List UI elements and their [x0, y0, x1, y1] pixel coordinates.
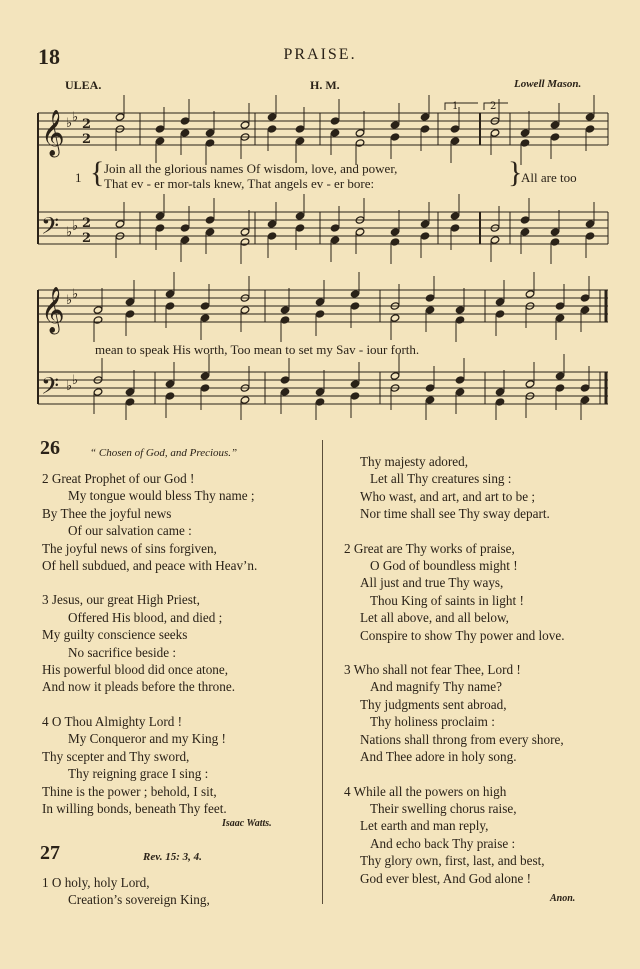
notehead [280, 388, 290, 396]
verse-line: And now it pleads before the throne. [42, 679, 235, 695]
hymn-27-number: 27 [40, 842, 60, 864]
verse-line: Thou King of saints in light ! [370, 592, 524, 608]
notehead [125, 398, 135, 406]
notehead [93, 316, 103, 324]
verse-line: Of hell subdued, and peace with Heav’n. [42, 558, 258, 574]
svg-text:♭: ♭ [72, 287, 79, 302]
verse-line: Thy reigning grace I sing : [68, 766, 209, 782]
verse-line: In willing bonds, beneath Thy feet. [42, 800, 227, 816]
verse-line: 2 Great Prophet of our God ! [42, 471, 195, 486]
notehead [280, 316, 290, 324]
notehead [580, 396, 590, 404]
svg-text:2: 2 [82, 216, 92, 231]
first-ending-label: 1 [452, 101, 459, 112]
notehead [555, 372, 565, 380]
notehead [580, 384, 590, 392]
verse-line: Thy scepter and Thy sword, [42, 748, 190, 764]
column-divider [322, 440, 323, 904]
notehead [125, 298, 135, 306]
notehead [495, 388, 505, 396]
notehead [200, 372, 210, 380]
notehead [295, 125, 305, 133]
stanza [42, 470, 257, 574]
notehead [520, 129, 530, 137]
running-title: PRAISE. [283, 46, 357, 63]
lyric-line-1-top: Join all the glorious names Of wisdom, love, and power, [104, 161, 398, 176]
svg-text:2: 2 [82, 231, 92, 246]
notehead [425, 396, 435, 404]
svg-text:2: 2 [82, 117, 92, 132]
notehead [495, 298, 505, 306]
tune-name: ULEA. [65, 78, 102, 92]
notehead [240, 228, 250, 236]
notehead [555, 302, 565, 310]
notehead [350, 302, 360, 310]
notehead [155, 212, 165, 220]
notehead [200, 314, 210, 322]
notehead [455, 376, 465, 384]
verse-line: Let all Thy creatures sing : [370, 471, 512, 487]
verse-line: And magnify Thy name? [370, 679, 502, 695]
notehead [240, 306, 250, 314]
verse-line: Conspire to show Thy power and love. [360, 627, 565, 643]
stanza [344, 453, 565, 523]
verse-line: My guilty conscience seeks [42, 627, 188, 643]
notehead [240, 121, 250, 129]
verse-line: By Thee the joyful news [42, 505, 172, 521]
notehead [180, 129, 190, 137]
notehead [390, 121, 400, 129]
svg-text:♭: ♭ [66, 116, 73, 131]
notehead [295, 212, 305, 220]
notehead [585, 232, 595, 240]
treble-staff-2 [38, 290, 608, 322]
notehead [450, 125, 460, 133]
notehead [155, 125, 165, 133]
verse-line: Thy holiness proclaim : [370, 714, 495, 730]
notehead [180, 236, 190, 244]
hymn-27-author: Anon. [550, 893, 576, 904]
tune-composer: Lowell Mason. [514, 78, 582, 90]
notehead [355, 139, 365, 147]
svg-text:♭: ♭ [66, 293, 73, 308]
notehead [555, 314, 565, 322]
notehead [315, 398, 325, 406]
notehead [450, 137, 460, 145]
verse-line: All just and true Thy ways, [360, 575, 504, 591]
notehead [165, 392, 175, 400]
stanza [42, 591, 257, 695]
left-brace: { [90, 156, 105, 189]
notehead [550, 238, 560, 246]
verse-line: Let earth and man reply, [360, 818, 489, 834]
verse-line: 3 Who shall not fear Thee, Lord ! [344, 662, 521, 678]
verse-line: No sacrifice beside : [68, 644, 177, 660]
notehead [455, 306, 465, 314]
notehead [330, 129, 340, 137]
stanza [42, 713, 257, 817]
svg-text:♭: ♭ [72, 219, 79, 234]
verse-line: Who wast, and art, and art to be ; [360, 488, 536, 504]
verse-line: 3 Jesus, our great High Priest, [42, 592, 200, 608]
svg-text:♭: ♭ [66, 225, 73, 240]
notehead [330, 224, 340, 232]
notehead [420, 125, 430, 133]
verse-line: 2 Great are Thy works of praise, [344, 540, 515, 556]
notehead [350, 380, 360, 388]
verse-line: God ever blest, And God alone ! [360, 870, 532, 886]
verse-line: Thy glory own, first, last, and best, [360, 853, 545, 869]
verse-line: Their swelling chorus raise, [370, 800, 517, 816]
verse-line: Creation’s sovereign King, [68, 892, 210, 908]
notehead [267, 220, 277, 228]
svg-text:♭: ♭ [72, 110, 79, 125]
notehead [165, 380, 175, 388]
verse-line: Of our salvation came : [68, 523, 192, 539]
notehead [315, 298, 325, 306]
notehead [330, 117, 340, 125]
notehead [585, 220, 595, 228]
hymn-26-author: Isaac Watts. [222, 818, 272, 829]
verse-line: Let all above, and all below, [360, 610, 509, 626]
notehead [155, 224, 165, 232]
notehead [350, 290, 360, 298]
notehead [580, 294, 590, 302]
verse-line: The joyful news of sins forgiven, [42, 540, 217, 556]
hymn-26-subtitle: “ Chosen of God, and Precious.” [90, 447, 238, 459]
notehead [580, 306, 590, 314]
verse-number: 1 [75, 170, 82, 185]
verse-line: Nor time shall see Thy sway depart. [360, 506, 550, 522]
notehead [520, 228, 530, 236]
hymn-27-reference: Rev. 15: 3, 4. [143, 851, 202, 863]
notehead [390, 314, 400, 322]
notehead [355, 129, 365, 137]
hymn-26-left-column [42, 470, 257, 817]
notehead [165, 302, 175, 310]
stanza [344, 540, 565, 644]
notehead [267, 232, 277, 240]
notehead [425, 306, 435, 314]
notehead [490, 236, 500, 244]
notehead [555, 384, 565, 392]
notehead [200, 384, 210, 392]
notehead [93, 388, 103, 396]
notehead [390, 133, 400, 141]
verse-line: 4 O Thou Almighty Lord ! [42, 713, 183, 729]
verse-line: Thy judgments sent abroad, [360, 696, 507, 712]
notehead [585, 113, 595, 121]
verse-line: Thy majesty adored, [360, 454, 469, 469]
notehead [267, 125, 277, 133]
notehead [115, 113, 125, 121]
notehead [240, 238, 250, 246]
notehead [520, 216, 530, 224]
notehead [455, 316, 465, 324]
verse-line: Nations shall throng from every shore, [360, 731, 564, 747]
notehead [155, 137, 165, 145]
verse-line: His powerful blood did once atone, [42, 662, 229, 678]
notehead [125, 310, 135, 318]
verse-line: O God of boundless might ! [370, 558, 518, 574]
notehead [295, 224, 305, 232]
notehead [115, 220, 125, 228]
svg-text:𝄢: 𝄢 [41, 372, 60, 405]
notehead [350, 392, 360, 400]
notehead [180, 117, 190, 125]
notehead [585, 125, 595, 133]
verse-line: Offered His blood, and died ; [68, 609, 223, 625]
stanza [344, 661, 565, 765]
hymn-26-number: 26 [40, 437, 60, 459]
notehead [280, 376, 290, 384]
verse-line: 4 While all the powers on high [344, 783, 507, 799]
notehead [420, 220, 430, 228]
notehead [550, 228, 560, 236]
lyric-line-1-bottom: That ev - er mor-tals knew, That angels ev - er bore: [104, 176, 375, 191]
notehead [205, 139, 215, 147]
notehead [330, 236, 340, 244]
verse-line: And echo back Thy praise : [370, 835, 516, 851]
svg-text:♭: ♭ [72, 373, 79, 388]
notehead [525, 290, 535, 298]
svg-text:2: 2 [82, 132, 92, 147]
notehead [205, 216, 215, 224]
tune-meter: H. M. [310, 78, 340, 92]
notehead [180, 224, 190, 232]
notehead [165, 290, 175, 298]
verse-line: And Thee adore in holy song. [360, 749, 517, 765]
notehead [240, 396, 250, 404]
notehead [520, 139, 530, 147]
notehead [125, 388, 135, 396]
lyric-line-2: mean to speak His worth, Too mean to set my Sav - iour forth. [95, 342, 420, 357]
lyric-refrain: All are too [521, 170, 577, 185]
notehead [425, 294, 435, 302]
notehead [205, 129, 215, 137]
notehead [425, 384, 435, 392]
hymn-27-right-column [344, 453, 565, 887]
notehead [355, 228, 365, 236]
svg-text:𝄞: 𝄞 [41, 287, 65, 333]
notehead [550, 133, 560, 141]
page-number: 18 [38, 44, 60, 69]
svg-text:𝄢: 𝄢 [41, 212, 60, 245]
notehead [455, 388, 465, 396]
notehead [390, 238, 400, 246]
notehead [200, 302, 210, 310]
hymn-27-left-column [42, 874, 210, 909]
svg-text:♭: ♭ [66, 379, 73, 394]
notehead [93, 306, 103, 314]
notehead [390, 228, 400, 236]
notehead [490, 129, 500, 137]
notehead [420, 113, 430, 121]
notehead [495, 310, 505, 318]
verse-line: 1 O holy, holy Lord, [42, 875, 150, 890]
notehead [495, 398, 505, 406]
notehead [450, 224, 460, 232]
notehead [420, 232, 430, 240]
right-brace: } [508, 156, 523, 189]
notehead [267, 113, 277, 121]
notehead [390, 372, 400, 380]
verse-line: My Conqueror and my King ! [68, 731, 226, 747]
svg-text:𝄞: 𝄞 [41, 110, 65, 156]
notehead [550, 121, 560, 129]
notehead [295, 137, 305, 145]
notehead [315, 388, 325, 396]
stanza [344, 783, 565, 887]
second-ending-label: 2 [490, 101, 497, 112]
verse-line: Thine is the power ; behold, I sit, [42, 783, 217, 799]
notehead [205, 228, 215, 236]
verse-line: My tongue would bless Thy name ; [68, 488, 255, 504]
notehead [280, 306, 290, 314]
notehead [450, 212, 460, 220]
notehead [315, 310, 325, 318]
notehead [525, 380, 535, 388]
